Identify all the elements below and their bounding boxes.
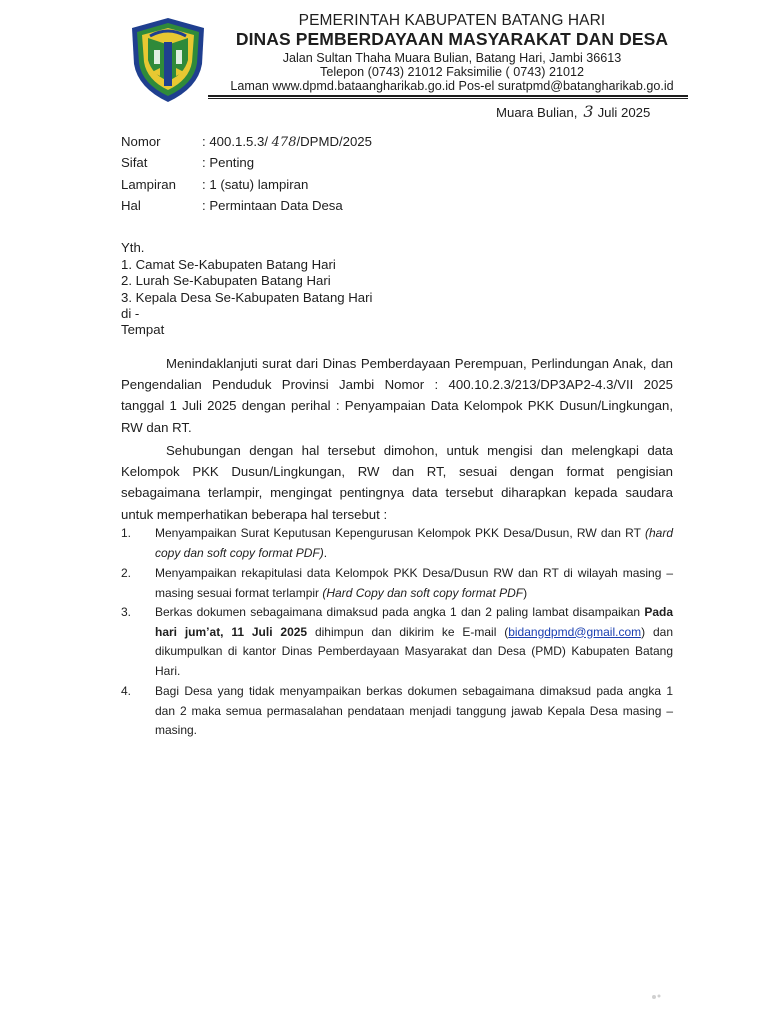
recipient-greeting: Yth. (121, 240, 145, 255)
recipient-di: di - (121, 306, 140, 321)
list-item-number: 4. (121, 684, 132, 698)
meta-sifat-label: Sifat (121, 155, 148, 170)
list-item-number: 3. (121, 605, 132, 619)
list-item (155, 564, 673, 603)
list-item-italic: (hard copy dan soft copy format PDF) (155, 526, 673, 560)
body-paragraph-1 (121, 353, 673, 438)
letterhead-divider (208, 95, 688, 97)
date-day-handwritten: 3 (583, 102, 594, 121)
list-item (155, 524, 673, 563)
body-paragraph-1-text: Menindaklanjuti surat dari Dinas Pemberdayaan Perempuan, Perlindungan Anak, dan Pengendalian Penduduk Provinsi Jambi Nomor : 400.10.2.3/213/DP3AP2-4.3/VII 2025 tanggal 1 Juli 2025 dengan perihal : Penyampaian Data Kelompok PKK Dusun/Lingkungan, RW dan RT. (121, 356, 673, 435)
meta-sifat-value: : Penting (202, 155, 255, 170)
meta-hal (121, 198, 343, 213)
list-item-tail: ) (523, 585, 528, 600)
list-item-number: 1. (121, 526, 132, 540)
list-item-text: Menyampaikan Surat Keputusan Kepengurusan Kelompok PKK Desa/Dusun, RW dan RT (155, 526, 645, 540)
list-item-italic: (Hard Copy dan soft copy format PDF (322, 585, 524, 600)
meta-nomor-value (202, 134, 372, 149)
date-place: Muara Bulian, (496, 105, 578, 120)
kop-web-email: Laman www.dpmd.bataangharikab.go.id Pos-el suratpmd@batangharikab.go.id (230, 79, 674, 93)
kop-agency-name: DINAS PEMBERDAYAAN MASYARAKAT DAN DESA (235, 29, 669, 49)
deadline-date: Pada hari jum’at, 11 Juli 2025 (155, 605, 673, 639)
kop-phone: Telepon (0743) 21012 Faksimilie ( 0743) 21012 (320, 65, 584, 79)
letter-date (496, 102, 650, 121)
recipient-tempat: Tempat (121, 322, 165, 337)
list-item-text: Berkas dokumen sebagaimana dimaksud pada angka 1 dan 2 paling lambat disampaikan (155, 605, 645, 619)
list-item (155, 603, 673, 681)
nomor-suffix: /DPMD/2025 (296, 134, 372, 149)
list-item-tail: . (323, 545, 328, 560)
recipient-item: 2. Lurah Se-Kabupaten Batang Hari (121, 273, 331, 288)
meta-lampiran-label: Lampiran (121, 177, 176, 192)
scan-artifact-icon (650, 992, 664, 1002)
nomor-prefix: : 400.1.5.3/ (202, 134, 272, 149)
meta-hal-label: Hal (121, 198, 141, 213)
recipient-item: 3. Kepala Desa Se-Kabupaten Batang Hari (121, 290, 373, 305)
meta-nomor (121, 134, 372, 150)
list-item-mid: dihimpun dan dikirim ke E-mail ( (307, 624, 509, 639)
meta-sifat (121, 155, 254, 170)
list-item-tail: ) dan dikumpulkan di kantor Dinas Pemberdayaan Masyarakat dan Desa (PMD) Kabupaten Batang Hari. (155, 624, 673, 678)
recipient-item: 1. Camat Se-Kabupaten Batang Hari (121, 257, 336, 272)
meta-lampiran-value: : 1 (satu) lampiran (202, 177, 309, 192)
body-paragraph-2-text: Sehubungan dengan hal tersebut dimohon, untuk mengisi dan melengkapi data Kelompok PKK Dusun/Lingkungan, RW dan RT, sesuai dengan format pengisian sebagaimana terlampir, mengingat pentingnya data tersebut diharapkan kepada saudara untuk memperhatikan beberapa hal tersebut : (121, 443, 673, 522)
email-link[interactable]: bidangdpmd@gmail.com (508, 624, 642, 639)
kop-government-name: PEMERINTAH KABUPATEN BATANG HARI (298, 12, 606, 29)
kop-address: Jalan Sultan Thaha Muara Bulian, Batang Hari, Jambi 36613 (282, 51, 622, 65)
meta-hal-value: : Permintaan Data Desa (202, 198, 343, 213)
letterhead-divider-thin (208, 98, 688, 99)
regency-emblem-icon (128, 16, 208, 104)
body-paragraph-2 (121, 440, 673, 525)
list-item-text: Bagi Desa yang tidak menyampaikan berkas dokumen sebagaimana dimaksud pada angka 1 dan 2 maka semua permasalahan pendataan menjadi tanggung jawab Kepala Desa masing – masing. (155, 684, 673, 737)
meta-nomor-label: Nomor (121, 134, 161, 149)
date-month-year: Juli 2025 (597, 105, 651, 120)
list-item (155, 682, 673, 741)
list-item-number: 2. (121, 566, 132, 580)
nomor-handwritten: 478 (271, 135, 297, 150)
list-item-text: Menyampaikan rekapitulasi data Kelompok PKK Desa/Dusun RW dan RT di wilayah masing – masing sesuai format terlampir (155, 566, 673, 600)
meta-lampiran (121, 177, 308, 192)
